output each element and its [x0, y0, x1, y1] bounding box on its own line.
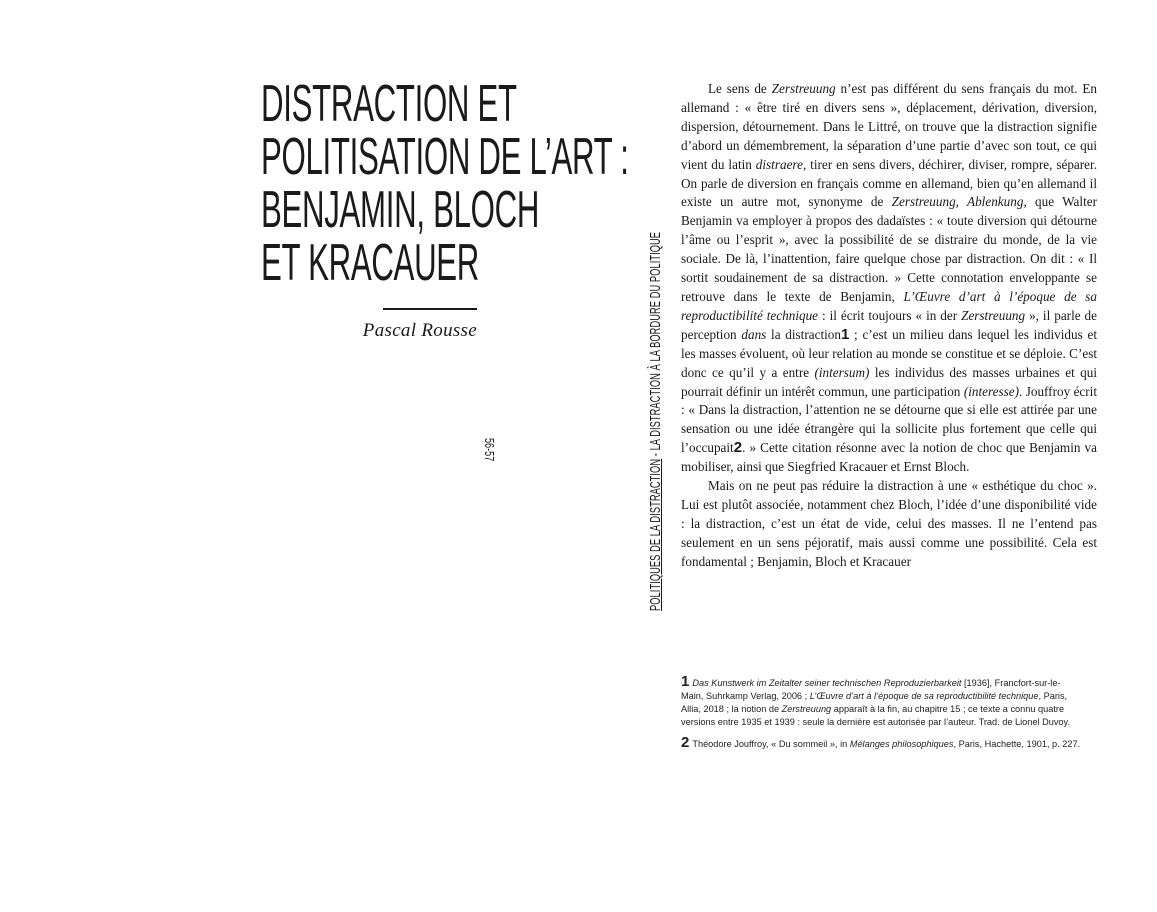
italic-term: distraere: [755, 156, 803, 172]
footnote-reference[interactable]: 2: [733, 439, 743, 457]
title-line: POLITISATION DE L’ART :: [261, 128, 629, 186]
text-run: . Jouffroy écrit : « Dans la distraction, l’attention ne se détourne que si elle est attirée par une sensation ou une idée étrangère qui la sollicite plus fortement que celle qui l’occupait: [681, 383, 1097, 456]
footnote-text: Mélanges philosophiques: [849, 739, 954, 749]
running-head-section: POLITIQUES DE LA DISTRACTION: [647, 458, 664, 611]
text-run: », il parle de perception: [681, 307, 1097, 342]
chapter-title-block: [117, 75, 629, 292]
text-run: ; c’est un milieu dans lequel les individus et les masses évoluent, où leur relation au monde se constitue et se déploie. C’est donc ce qu’il y a entre: [681, 326, 1097, 380]
title-divider: [383, 308, 477, 310]
footnote-number: 2: [681, 734, 690, 751]
text-run: la distraction: [766, 326, 841, 342]
text-run: Le sens de: [708, 81, 772, 96]
paragraph: [681, 80, 1097, 477]
book-title: L’Œuvre d’art à l’époque de sa reproductibilité technique: [681, 288, 1098, 323]
chapter-title: [261, 75, 629, 292]
italic-term: Zerstreuung: [961, 307, 1026, 323]
text-run: les individus des masses urbaines et qui pourrait définir un intérêt commun, une participation: [681, 364, 1097, 399]
footnote-reference[interactable]: 1: [840, 325, 850, 343]
italic-term: (interesse): [963, 383, 1019, 399]
running-head-text: [647, 232, 664, 611]
title-line: DISTRACTION ET: [261, 75, 517, 133]
text-run: , que Walter Benjamin va employer à propos des dadaïstes : « toute diversion qui détourne l’âme ou l’esprit », avec la possibilité de se distraire du monde, de la vie sociale. De là, l’inattention, faire quelque chose par distraction. On dit : « Il sortit soudainement de sa distraction. » Cette connotation enveloppante se retrouve dans le texte de Benjamin,: [681, 194, 1097, 304]
running-head: [647, 0, 664, 611]
italic-term: dans: [741, 326, 767, 342]
text-run: , tirer en sens divers, déchirer, diviser, rompre, séparer. On parle de diversion en français comme en allemand, bien qu’en allemand il existe un autre mot, synonyme de: [681, 156, 1097, 210]
footnote-text: Zerstreuung: [781, 704, 832, 714]
author-name: Pascal Rousse: [362, 320, 477, 341]
text-run: n’est pas différent du sens français du mot. En allemand : « être tiré en divers sens », déplacement, dérivation, diversion, dispersion, détournement. Dans le Littré, on trouve que la distraction signifie d’abord un démembrement, la séparation d’une partie d’avec son tout, ce qui vient du latin: [681, 81, 1097, 172]
text-run: . » Cette citation résonne avec la notion de choc que Benjamin va mobiliser, ainsi que Siegfried Kracauer et Ernst Bloch.: [681, 440, 1097, 475]
body-text: [681, 80, 1097, 572]
paragraph: Mais on ne peut pas réduire la distraction à une « esthétique du choc ». Lui est plutôt associée, notamment chez Bloch, l’idée d’une disponibilité vide : la distraction, c’est un état de vide, celui des masses. Il ne l’entend pas seulement en un sens péjoratif, mais aussi comme une possibilité. Cela est fondamental ; Benjamin, Bloch et Kracauer: [681, 478, 1097, 569]
footnote-text: [1936], Francfort-sur-le-Main, Suhrkamp Verlag, 2006 ;: [681, 678, 1061, 701]
footnote-text: L’Œuvre d’art à l’époque de sa reproductibilité technique: [809, 691, 1039, 701]
title-line: BENJAMIN, BLOCH: [261, 181, 540, 239]
text-run: : il écrit toujours « in der: [818, 307, 962, 323]
footnote-text: , Paris, Hachette, 1901, p. 227.: [953, 739, 1081, 749]
footnote-number: 1: [681, 673, 690, 690]
footnote: [681, 675, 1081, 729]
footnote-text: apparaît à la fin, au chapitre 15 ; ce texte a connu quatre versions entre 1935 et 1939 : seule la dernière est autorisée par l’auteur. Trad. de Lionel Duvoy.: [681, 704, 1071, 727]
footnote: [681, 736, 1081, 751]
italic-term: Zerstreuung, Ablenkung: [891, 194, 1024, 210]
running-head-chapter: - LA DISTRACTION À LA BORDURE DU POLITIQUE: [647, 231, 664, 459]
footnote-text: Das Kunstwerk im Zeitalter seiner technischen Reproduzierbarkeit: [692, 678, 962, 688]
italic-term: Zerstreuung: [771, 81, 836, 96]
footnote-text: , Paris, Allia, 2018 ; la notion de: [681, 691, 1068, 714]
italic-term: (intersum): [814, 364, 870, 380]
footnotes: [681, 675, 1081, 758]
footnote-text: Théodore Jouffroy, « Du sommeil », in: [692, 739, 850, 749]
page-numbers-text: 56-57: [482, 438, 497, 462]
page-numbers: [482, 438, 497, 471]
title-line: ET KRACAUER: [261, 234, 480, 292]
